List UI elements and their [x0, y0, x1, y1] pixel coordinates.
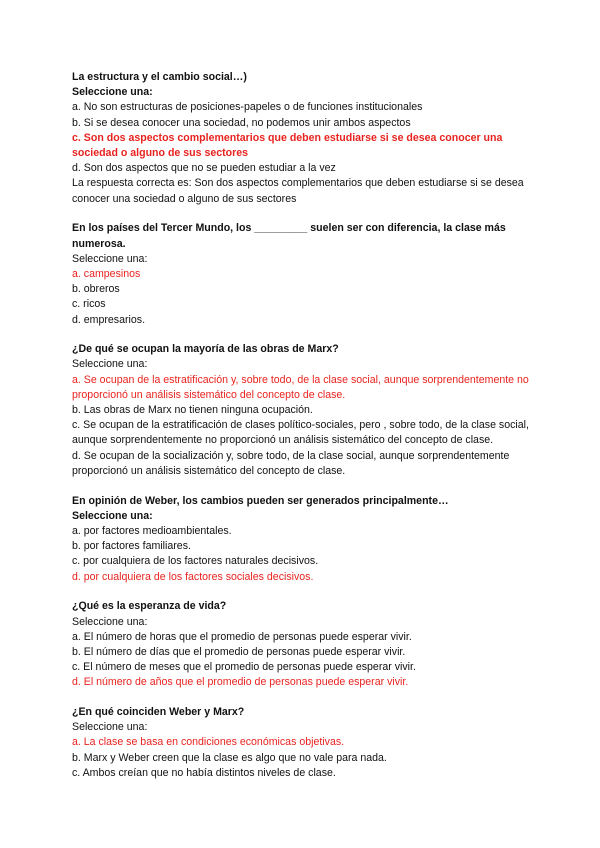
question-stem: ¿En qué coinciden Weber y Marx? — [72, 706, 245, 719]
question-3 — [72, 342, 540, 479]
option-d: d. Son dos aspectos que no se pueden estudiar a la vez — [72, 162, 336, 175]
option-c: c. Ambos creían que no había distintos niveles de clase. — [72, 766, 336, 779]
option-d: d. empresarios. — [72, 313, 146, 326]
option-b: b. Marx y Weber creen que la clase es algo que no vale para nada. — [72, 751, 387, 764]
option-b: b. Las obras de Marx no tienen ninguna ocupación. — [72, 404, 313, 417]
option-b: b. Si se desea conocer una sociedad, no podemos unir ambos aspectos — [72, 116, 411, 129]
question-prompt: Seleccione una: — [72, 86, 153, 99]
option-c: c. El número de meses que el promedio de personas puede esperar vivir. — [72, 661, 416, 674]
question-prompt: Seleccione una: — [72, 509, 153, 522]
option-d: d. Se ocupan de la socialización y, sobre todo, de la clase social, aunque sorprendentemente proporcionó un análisis sistemático del concepto de clase. — [72, 449, 510, 477]
question-4 — [72, 494, 540, 585]
question-stem: La estructura y el cambio social…) — [72, 71, 247, 83]
question-prompt: Seleccione una: — [72, 252, 148, 265]
option-b: b. por factores familiares. — [72, 540, 191, 553]
question-stem: En opinión de Weber, los cambios pueden ser generados principalmente… — [72, 494, 449, 507]
option-a-highlighted: a. Se ocupan de la estratificación y, sobre todo, de la clase social, aunque sorprendentemente no proporcionó un análisis sistemático del concepto de clase. — [72, 373, 529, 401]
correct-answer: La respuesta correcta es: Son dos aspectos complementarios que deben estudiarse si se desea conocer una sociedad o alguno de sus sectores — [72, 177, 524, 205]
question-1 — [72, 70, 540, 207]
question-5 — [72, 599, 540, 690]
option-a-highlighted: a. campesinos — [72, 267, 141, 280]
question-prompt: Seleccione una: — [72, 615, 148, 628]
option-a: a. por factores medioambientales. — [72, 524, 232, 537]
question-6 — [72, 705, 540, 781]
option-b: b. El número de días que el promedio de personas puede esperar vivir. — [72, 645, 406, 658]
option-c: c. ricos — [72, 298, 106, 311]
question-prompt: Seleccione una: — [72, 721, 148, 734]
option-c: c. por cualquiera de los factores naturales decisivos. — [72, 555, 319, 568]
option-d-highlighted: d. por cualquiera de los factores sociales decisivos. — [72, 570, 314, 583]
option-a: a. No son estructuras de posiciones-papeles o de funciones institucionales — [72, 101, 423, 114]
option-c: c. Se ocupan de la estratificación de clases político-sociales, pero , sobre todo, de la clase social, aunque sorprendentemente no proporcionó un análisis sistemático del concepto de clase. — [72, 419, 529, 447]
question-stem: ¿De qué se ocupan la mayoría de las obras de Marx? — [72, 343, 339, 356]
question-stem: ¿Qué es la esperanza de vida? — [72, 600, 227, 613]
option-c-highlighted: c. Son dos aspectos complementarios que deben estudiarse si se desea conocer una sociedad o alguno de sus sectores — [72, 131, 503, 160]
option-a: a. El número de horas que el promedio de personas puede esperar vivir. — [72, 630, 412, 643]
option-b: b. obreros — [72, 283, 120, 296]
question-stem: En los países del Tercer Mundo, los _________ suelen ser con diferencia, la clase más numerosa. — [72, 222, 506, 250]
question-prompt: Seleccione una: — [72, 358, 148, 371]
option-d-highlighted: d. El número de años que el promedio de personas puede esperar vivir. — [72, 676, 409, 689]
option-a-highlighted: a. La clase se basa en condiciones económicas objetivas. — [72, 736, 345, 749]
question-2 — [72, 221, 540, 327]
